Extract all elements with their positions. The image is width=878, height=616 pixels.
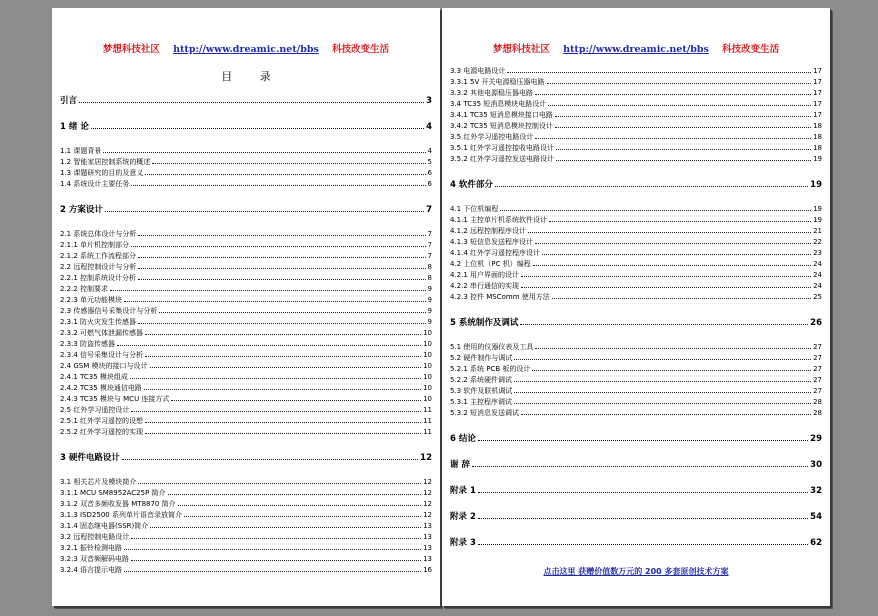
toc-entry[interactable] xyxy=(60,349,432,360)
toc-entry[interactable] xyxy=(450,535,822,548)
toc-entry-title: 2.2.3 单元功能模块 xyxy=(60,296,123,304)
toc-title: 目 录 xyxy=(221,70,283,83)
toc-entry-page: 4 xyxy=(426,122,432,132)
dot-leader xyxy=(535,341,811,349)
toc-entry-page: 7 xyxy=(427,252,432,260)
toc-entry-page: 10 xyxy=(423,384,432,392)
toc-entry-title: 5.2.1 系统 PCB 板的设计 xyxy=(450,365,531,373)
toc-entry-title: 3 硬件电路设计 xyxy=(60,453,120,463)
dot-leader xyxy=(131,553,421,561)
toc-entry[interactable] xyxy=(60,564,432,575)
toc-entry-title: 5.1 使用的仪器仪表及工具 xyxy=(450,343,534,351)
toc-entry[interactable] xyxy=(450,407,822,418)
toc-entry-title: 2.4.3 TC35 模块与 MCU 连接方式 xyxy=(60,395,170,403)
toc-entry-page: 16 xyxy=(423,566,432,574)
toc-entry-page: 27 xyxy=(813,387,822,395)
toc-entry-title: 5.3.1 主控程序调试 xyxy=(450,398,513,406)
dot-leader xyxy=(138,228,425,236)
toc-entry-page: 62 xyxy=(810,538,822,548)
dot-leader xyxy=(103,145,425,153)
toc-entry[interactable] xyxy=(450,291,822,302)
toc-entry-page: 13 xyxy=(423,544,432,552)
dot-leader xyxy=(178,498,421,506)
dot-leader xyxy=(91,119,424,129)
toc-entry-page: 9 xyxy=(427,307,432,315)
site-slogan: 科技改变生活 xyxy=(722,44,780,55)
toc-entry-page: 18 xyxy=(813,133,822,141)
dot-leader xyxy=(145,415,421,423)
toc-entry[interactable] xyxy=(60,283,432,294)
toc-entry[interactable] xyxy=(60,294,432,305)
dot-leader xyxy=(131,404,421,412)
dot-leader xyxy=(145,426,421,434)
toc-entry-title: 2.1 系统总体设计与分析 xyxy=(60,230,137,238)
toc-entry-page: 12 xyxy=(423,500,432,508)
dot-leader xyxy=(548,98,811,106)
toc-entry-title: 2.5 红外学习遥控设计 xyxy=(60,406,130,414)
toc-entry-title: 2.5.2 红外学习遥控的实现 xyxy=(60,428,144,436)
toc-entry-title: 2.2 远程控制设计与分析 xyxy=(60,263,137,271)
toc-entry[interactable] xyxy=(60,305,432,316)
dot-leader xyxy=(159,305,425,313)
dot-leader xyxy=(124,294,425,302)
toc-entry[interactable] xyxy=(60,261,432,272)
toc-entry-page: 25 xyxy=(813,293,822,301)
toc-entry-title: 1.2 智能家居控制系统的概述 xyxy=(60,158,151,166)
toc-entry-page: 17 xyxy=(813,67,822,75)
toc-entry-page: 27 xyxy=(813,376,822,384)
toc-entry[interactable] xyxy=(60,145,432,156)
toc-entry[interactable] xyxy=(450,396,822,407)
toc-entry-title: 2.3.2 可燃气体泄漏传感器 xyxy=(60,329,144,337)
toc-entry-title: 5.2 硬件制作与调试 xyxy=(450,354,513,362)
toc-entry[interactable] xyxy=(450,65,822,76)
dot-leader xyxy=(472,457,808,467)
toc-entry-title: 2.4.1 TC35 模块组成 xyxy=(60,373,128,381)
toc-entry[interactable] xyxy=(60,239,432,250)
toc-entry[interactable] xyxy=(450,247,822,258)
toc-entry-title: 2.2.1 控制系统设计分析 xyxy=(60,274,137,282)
promo-link[interactable]: 点击这里 获赠价值数万元的 200 多套原创技术方案 xyxy=(543,567,729,576)
toc-entry-title: 3.5.2 红外学习遥控发送电路设计 xyxy=(450,155,555,163)
toc-entry[interactable] xyxy=(60,371,432,382)
toc-entry-page: 12 xyxy=(423,511,432,519)
document-page-right xyxy=(442,8,830,606)
toc-entry-title: 1 绪 论 xyxy=(60,122,89,132)
toc-entry-title: 2.3.4 信号采集设计与分析 xyxy=(60,351,144,359)
dot-leader xyxy=(500,203,811,211)
toc-entry-page: 11 xyxy=(423,428,432,436)
toc-entry-page: 10 xyxy=(423,340,432,348)
toc-entry-page: 3 xyxy=(426,96,432,106)
dot-leader xyxy=(478,509,808,519)
toc-entry-page: 18 xyxy=(813,122,822,130)
toc-entry-title: 4.1.4 红外学习遥控程序设计 xyxy=(450,249,541,257)
dot-leader xyxy=(521,407,811,415)
toc-entry[interactable] xyxy=(450,385,822,396)
toc-entry[interactable] xyxy=(60,360,432,371)
toc-entry-page: 17 xyxy=(813,100,822,108)
toc-entry[interactable] xyxy=(450,203,822,214)
toc-entry-page: 26 xyxy=(810,318,822,328)
toc-entry-page: 24 xyxy=(813,260,822,268)
site-url-link[interactable]: http://www.dreamic.net/bbs xyxy=(173,44,319,55)
toc-entry-page: 9 xyxy=(427,285,432,293)
toc-entry-title: 4.1.2 远程控制程序设计 xyxy=(450,227,527,235)
dot-leader xyxy=(184,509,421,517)
toc-entry-page: 10 xyxy=(423,373,432,381)
toc-entry-page: 30 xyxy=(810,460,822,470)
toc-entry-page: 9 xyxy=(427,318,432,326)
toc-entry[interactable] xyxy=(450,363,822,374)
dot-leader xyxy=(535,87,811,95)
toc-entry-page: 10 xyxy=(423,351,432,359)
toc-entry-page: 28 xyxy=(813,398,822,406)
dot-leader xyxy=(478,535,808,545)
dot-leader xyxy=(138,272,425,280)
toc-entry[interactable] xyxy=(450,341,822,352)
dot-leader xyxy=(535,236,811,244)
toc-entry[interactable] xyxy=(450,315,822,328)
toc-entry-title: 2.1.1 单片机控制部分 xyxy=(60,241,130,249)
dot-leader xyxy=(549,214,811,222)
toc-list xyxy=(60,93,432,575)
toc-entry-page: 24 xyxy=(813,271,822,279)
toc-entry[interactable] xyxy=(450,258,822,269)
toc-entry-page: 10 xyxy=(423,362,432,370)
toc-entry-page: 7 xyxy=(427,230,432,238)
toc-entry[interactable] xyxy=(450,177,822,190)
toc-entry[interactable] xyxy=(60,93,432,106)
toc-entry[interactable] xyxy=(450,87,822,98)
toc-entry-title: 2.1.2 系统工作流程部分 xyxy=(60,252,137,260)
toc-entry-title: 3.1.1 MCU SM8952AC25P 简介 xyxy=(60,489,166,497)
toc-entry-title: 3.1.4 固态继电器(SSR)简介 xyxy=(60,522,149,530)
dot-leader xyxy=(145,327,421,335)
toc-entry-page: 4 xyxy=(427,147,432,155)
toc-entry[interactable] xyxy=(60,316,432,327)
toc-entry[interactable] xyxy=(60,487,432,498)
toc-entry-title: 3.5.1 红外学习遥控接收电路设计 xyxy=(450,144,555,152)
toc-entry[interactable] xyxy=(60,498,432,509)
toc-entry-title: 5 系统制作及调试 xyxy=(450,318,519,328)
toc-entry[interactable] xyxy=(60,327,432,338)
dot-leader xyxy=(547,76,812,84)
toc-entry-title: 2.4 GSM 模块的接口与设计 xyxy=(60,362,148,370)
toc-entry-title: 3.2.1 振铃检测电路 xyxy=(60,544,123,552)
dot-leader xyxy=(130,371,421,379)
dot-leader xyxy=(542,247,811,255)
toc-entry[interactable] xyxy=(60,542,432,553)
dot-leader xyxy=(520,315,808,325)
dot-leader xyxy=(514,374,811,382)
toc-entry-title: 3.1.2 双音多频收发器 MT8870 简介 xyxy=(60,500,176,508)
dot-leader xyxy=(168,487,422,495)
dot-leader xyxy=(145,349,421,357)
toc-entry[interactable] xyxy=(450,131,822,142)
dot-leader xyxy=(79,93,424,103)
page-header xyxy=(442,41,830,55)
dot-leader xyxy=(528,225,811,233)
toc-entry[interactable] xyxy=(450,98,822,109)
toc-entry-title: 3.4 TC35 短消息模块电路设计 xyxy=(450,100,547,108)
toc-entry-page: 19 xyxy=(813,155,822,163)
dot-leader xyxy=(122,450,418,460)
toc-entry-title: 引言 xyxy=(60,96,78,106)
dot-leader xyxy=(105,202,424,212)
toc-entry-page: 27 xyxy=(813,365,822,373)
toc-entry-title: 2.5.1 红外学习遥控的设想 xyxy=(60,417,144,425)
dot-leader xyxy=(521,280,811,288)
toc-entry[interactable] xyxy=(450,457,822,470)
toc-entry[interactable] xyxy=(60,156,432,167)
toc-entry-page: 6 xyxy=(427,180,432,188)
toc-entry[interactable] xyxy=(450,431,822,444)
toc-entry[interactable] xyxy=(450,142,822,153)
toc-entry-title: 附录 3 xyxy=(450,538,476,548)
toc-entry-title: 3.4.1 TC35 短消息模块接口电路 xyxy=(450,111,553,119)
toc-entry-page: 7 xyxy=(426,205,432,215)
toc-entry-title: 3.1.3 ISD2500 系列单片语音录放简介 xyxy=(60,511,182,519)
dot-leader xyxy=(124,542,421,550)
dot-leader xyxy=(110,283,425,291)
dot-leader xyxy=(495,177,808,187)
toc-entry[interactable] xyxy=(60,119,432,132)
dot-leader xyxy=(514,352,811,360)
toc-entry-title: 3.3.1 5V 开关电源稳压器电路 xyxy=(450,78,545,86)
toc-entry-title: 4.2.3 控件 MSComm 使用方法 xyxy=(450,293,550,301)
toc-entry-page: 19 xyxy=(813,205,822,213)
toc-entry-title: 3.2.4 语言提示电路 xyxy=(60,566,123,574)
toc-entry-page: 11 xyxy=(423,417,432,425)
toc-entry-title: 2 方案设计 xyxy=(60,205,103,215)
toc-entry-page: 54 xyxy=(810,512,822,522)
toc-entry[interactable] xyxy=(60,450,432,463)
toc-entry[interactable] xyxy=(60,167,432,178)
toc-entry-page: 13 xyxy=(423,522,432,530)
dot-leader xyxy=(556,153,811,161)
toc-entry-page: 5 xyxy=(427,158,432,166)
toc-entry[interactable] xyxy=(450,109,822,120)
toc-entry[interactable] xyxy=(450,236,822,247)
toc-entry[interactable] xyxy=(60,393,432,404)
dot-leader xyxy=(144,382,421,390)
toc-entry[interactable] xyxy=(450,280,822,291)
dot-leader xyxy=(533,258,811,266)
toc-entry-title: 6 结论 xyxy=(450,434,476,444)
toc-entry-title: 5.3 软件及联机调试 xyxy=(450,387,513,395)
toc-entry-page: 17 xyxy=(813,89,822,97)
toc-entry-page: 12 xyxy=(420,453,432,463)
toc-entry-title: 2.4.2 TC35 模块通信电路 xyxy=(60,384,142,392)
dot-leader xyxy=(131,531,421,539)
toc-entry-title: 附录 2 xyxy=(450,512,476,522)
toc-entry-page: 21 xyxy=(813,227,822,235)
toc-entry-title: 3.3.2 其他电源稳压器电路 xyxy=(450,89,534,97)
toc-entry[interactable] xyxy=(450,269,822,280)
site-slogan: 科技改变生活 xyxy=(332,44,390,55)
toc-entry-title: 1.3 课题研究的目的及意义 xyxy=(60,169,144,177)
toc-entry-title: 1.4 系统设计主要任务 xyxy=(60,180,130,188)
toc-entry-title: 4.2.2 串行通信的实现 xyxy=(450,282,520,290)
toc-entry[interactable] xyxy=(60,520,432,531)
toc-entry-page: 13 xyxy=(423,555,432,563)
dot-leader xyxy=(145,167,425,175)
toc-entry-page: 10 xyxy=(423,395,432,403)
toc-entry-page: 17 xyxy=(813,78,822,86)
dot-leader xyxy=(138,261,425,269)
toc-entry-page: 8 xyxy=(427,274,432,282)
toc-entry[interactable] xyxy=(60,509,432,520)
toc-entry-page: 32 xyxy=(810,486,822,496)
toc-entry[interactable] xyxy=(60,531,432,542)
dot-leader xyxy=(138,476,421,484)
toc-entry[interactable] xyxy=(450,352,822,363)
toc-entry[interactable] xyxy=(450,214,822,225)
dot-leader xyxy=(514,396,811,404)
toc-entry[interactable] xyxy=(60,553,432,564)
document-page-left xyxy=(52,8,440,606)
site-name: 梦想科技社区 xyxy=(102,44,160,55)
toc-entry-page: 7 xyxy=(427,241,432,249)
dot-leader xyxy=(478,483,808,493)
toc-entry[interactable] xyxy=(450,483,822,496)
toc-entry[interactable] xyxy=(60,404,432,415)
dot-leader xyxy=(138,250,425,258)
toc-entry-page: 10 xyxy=(423,329,432,337)
toc-entry-page: 19 xyxy=(813,216,822,224)
toc-entry-title: 4.1.3 短信息发送程序设计 xyxy=(450,238,534,246)
toc-entry-title: 3.2.3 双音频解码电路 xyxy=(60,555,130,563)
toc-entry-title: 5.2.2 系统硬件调试 xyxy=(450,376,513,384)
toc-entry[interactable] xyxy=(60,228,432,239)
toc-entry-title: 2.3.1 防火灾发生传感器 xyxy=(60,318,137,326)
toc-entry-page: 17 xyxy=(813,111,822,119)
toc-entry[interactable] xyxy=(60,250,432,261)
toc-entry[interactable] xyxy=(450,120,822,131)
toc-entry[interactable] xyxy=(450,225,822,236)
toc-entry[interactable] xyxy=(60,338,432,349)
toc-entry-title: 附录 1 xyxy=(450,486,476,496)
dot-leader xyxy=(131,178,425,186)
toc-entry-page: 27 xyxy=(813,343,822,351)
toc-entry-page: 12 xyxy=(423,489,432,497)
toc-entry-title: 3.4.2 TC35 短消息模块控制设计 xyxy=(450,122,553,130)
toc-entry-title: 3.5 红外学习遥控电路设计 xyxy=(450,133,534,141)
dot-leader xyxy=(150,520,421,528)
toc-entry-title: 4.2 上位机（PC 机）编程 xyxy=(450,260,531,268)
dot-leader xyxy=(152,156,425,164)
toc-entry-title: 5.3.2 短消息发送调试 xyxy=(450,409,520,417)
dot-leader xyxy=(138,316,425,324)
dot-leader xyxy=(535,131,811,139)
dot-leader xyxy=(124,564,421,572)
toc-entry[interactable] xyxy=(450,76,822,87)
site-name: 梦想科技社区 xyxy=(492,44,550,55)
toc-entry-page: 9 xyxy=(427,296,432,304)
dot-leader xyxy=(131,239,425,247)
toc-entry[interactable] xyxy=(60,426,432,437)
toc-entry-page: 28 xyxy=(813,409,822,417)
toc-entry-title: 3.3 电源电路设计 xyxy=(450,67,506,75)
dot-leader xyxy=(478,431,808,441)
toc-entry[interactable] xyxy=(60,202,432,215)
toc-entry-page: 27 xyxy=(813,354,822,362)
dot-leader xyxy=(514,385,811,393)
toc-entry-title: 4.1.1 主控单片机系统软件设计 xyxy=(450,216,548,224)
toc-entry-title: 2.2.2 控制要求 xyxy=(60,285,109,293)
toc-entry-page: 13 xyxy=(423,533,432,541)
toc-entry-title: 4 软件部分 xyxy=(450,180,493,190)
dot-leader xyxy=(555,120,811,128)
toc-entry-page: 29 xyxy=(810,434,822,444)
site-url-link[interactable]: http://www.dreamic.net/bbs xyxy=(563,44,709,55)
toc-entry-title: 1.1 课题背景 xyxy=(60,147,102,155)
toc-entry-page: 8 xyxy=(427,263,432,271)
toc-entry-title: 4.2.1 用户界面的设计 xyxy=(450,271,520,279)
dot-leader xyxy=(521,269,811,277)
toc-entry-title: 4.1 下位机编程 xyxy=(450,205,499,213)
dot-leader xyxy=(171,393,421,401)
dot-leader xyxy=(532,363,811,371)
dot-leader xyxy=(556,142,811,150)
toc-entry-page: 18 xyxy=(813,144,822,152)
toc-entry[interactable] xyxy=(60,415,432,426)
dot-leader xyxy=(117,338,421,346)
toc-entry[interactable] xyxy=(60,272,432,283)
toc-list xyxy=(450,65,822,548)
toc-entry-page: 23 xyxy=(813,249,822,257)
toc-entry[interactable] xyxy=(60,476,432,487)
toc-entry[interactable] xyxy=(450,153,822,164)
toc-entry-page: 6 xyxy=(427,169,432,177)
toc-entry-title: 3.1 相关芯片及模块简介 xyxy=(60,478,137,486)
toc-entry-title: 2.3.3 防盗传感器 xyxy=(60,340,116,348)
toc-entry-page: 11 xyxy=(423,406,432,414)
toc-entry-page: 24 xyxy=(813,282,822,290)
dot-leader xyxy=(552,291,811,299)
toc-entry-page: 22 xyxy=(813,238,822,246)
page-header xyxy=(52,41,440,55)
toc-entry[interactable] xyxy=(450,509,822,522)
toc-entry-page: 19 xyxy=(810,180,822,190)
toc-entry[interactable] xyxy=(450,374,822,385)
toc-entry[interactable] xyxy=(60,178,432,189)
toc-entry-title: 3.2 远程控制电路设计 xyxy=(60,533,130,541)
dot-leader xyxy=(507,65,811,73)
dot-leader xyxy=(555,109,811,117)
toc-entry-page: 12 xyxy=(423,478,432,486)
dot-leader xyxy=(150,360,422,368)
toc-entry-title: 谢 辞 xyxy=(450,460,470,470)
toc-entry[interactable] xyxy=(60,382,432,393)
toc-entry-title: 2.3 传感器信号采集设计与分析 xyxy=(60,307,158,315)
